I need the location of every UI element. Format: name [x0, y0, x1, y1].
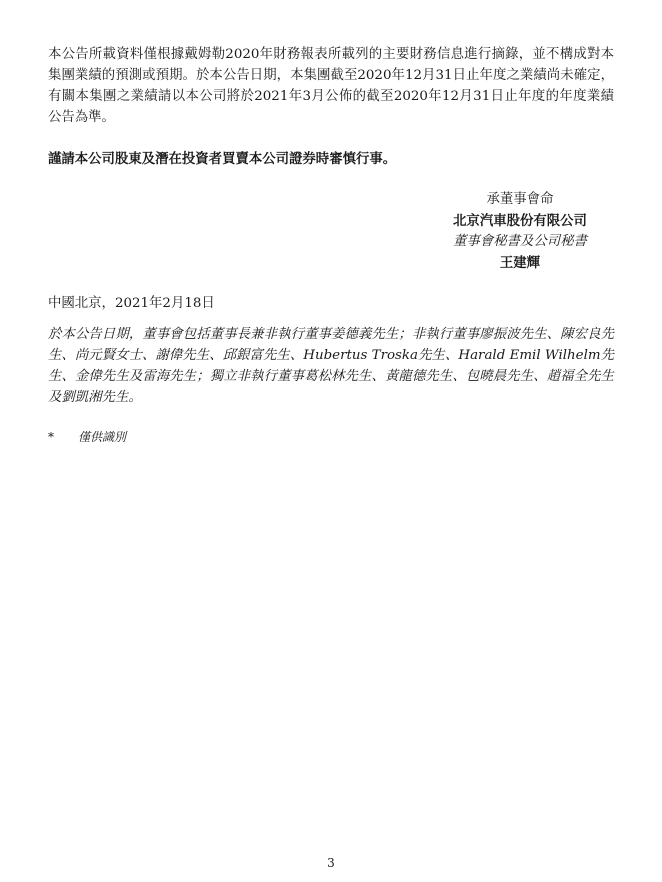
page-number: 3 [327, 856, 335, 870]
signature-position: 董事會秘書及公司秘書 [453, 234, 587, 249]
place-date: 中國北京，2021年2月18日 [48, 296, 215, 311]
footnote-text: 僅供識別 [78, 430, 127, 444]
signature-name: 王建輝 [499, 256, 541, 271]
signature-company: 北京汽車股份有限公司 [453, 214, 587, 229]
footnote-mark: * [48, 430, 54, 444]
signature-by-order: 承董事會命 [486, 192, 554, 207]
directors-paragraph: 於本公告日期，董事會包括董事長兼非執行董事姜德義先生；非執行董事廖振波先生、陳宏良先生、尚元賢女士、謝偉先生、邱銀富先生、Hubertus Troska先生、Harald Emil Wilhelm先生、金偉先生及雷海先生；獨立非執行董事葛松林先生、黃龍德先生、包曉晨先生、趙福全先生及劉凱湘先生。 [48, 327, 614, 405]
investor-warning: 謹請本公司股東及潛在投資者買賣本公司證券時審慎行事。 [48, 152, 397, 167]
footnote [48, 428, 126, 445]
disclaimer-paragraph: 本公告所載資料僅根據戴姆勒2020年財務報表所載列的主要財務信息進行摘錄，並不構成對本集團業績的預測或預期。於本公告日期，本集團截至2020年12月31日止年度之業績尚未確定，有關本集團之業績請以本公司將於2021年3月公佈的截至2020年12月31日止年度的年度業績公告為準。 [48, 47, 614, 125]
